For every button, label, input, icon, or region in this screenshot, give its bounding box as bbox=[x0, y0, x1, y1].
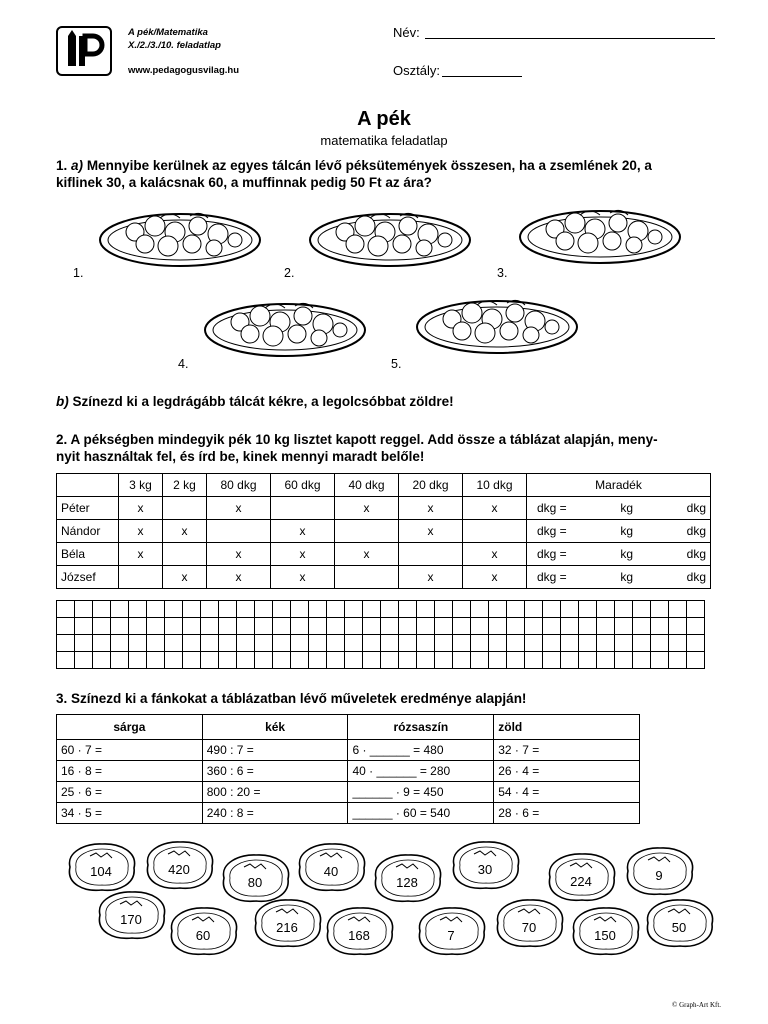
baker-name: Nándor bbox=[57, 520, 119, 543]
donut-number: 80 bbox=[247, 875, 263, 890]
grid-cell[interactable] bbox=[399, 601, 417, 618]
operation-cell: 25 · 6 = bbox=[57, 782, 203, 803]
grid-cell[interactable] bbox=[201, 635, 219, 652]
grid-cell[interactable] bbox=[417, 601, 435, 618]
baker-name: József bbox=[57, 566, 119, 589]
mark-cell: x bbox=[463, 497, 527, 520]
grid-cell[interactable] bbox=[399, 635, 417, 652]
grid-cell[interactable] bbox=[111, 618, 129, 635]
grid-cell[interactable] bbox=[597, 618, 615, 635]
mark-cell: x bbox=[463, 543, 527, 566]
table-row bbox=[57, 740, 640, 761]
name-label: Név: bbox=[393, 25, 420, 40]
grid-cell[interactable] bbox=[471, 601, 489, 618]
mark-cell bbox=[207, 520, 271, 543]
donut[interactable] bbox=[164, 904, 242, 958]
calculation-grid[interactable] bbox=[56, 600, 705, 669]
grid-cell[interactable] bbox=[435, 601, 453, 618]
grid-cell[interactable] bbox=[291, 618, 309, 635]
header-blue: kék bbox=[202, 715, 348, 740]
grid-cell[interactable] bbox=[219, 635, 237, 652]
grid-cell[interactable] bbox=[255, 652, 273, 669]
grid-cell[interactable] bbox=[129, 601, 147, 618]
grid-cell[interactable] bbox=[453, 635, 471, 652]
grid-cell[interactable] bbox=[57, 601, 75, 618]
operation-cell: 360 : 6 = bbox=[202, 761, 348, 782]
donut[interactable] bbox=[446, 838, 524, 892]
grid-cell[interactable] bbox=[543, 601, 561, 618]
donut[interactable] bbox=[62, 840, 140, 894]
header-subject: A pék/Matematika bbox=[128, 27, 208, 38]
header-green: zöld bbox=[494, 715, 640, 740]
grid-cell[interactable] bbox=[147, 635, 165, 652]
class-label: Osztály: bbox=[393, 63, 440, 78]
header-cell: 80 dkg bbox=[207, 474, 271, 497]
grid-cell[interactable] bbox=[633, 635, 651, 652]
donut-number: 40 bbox=[323, 864, 339, 879]
page-subtitle: matematika feladatlap bbox=[320, 133, 448, 148]
pencil-logo-icon bbox=[58, 28, 110, 74]
operation-cell: 28 · 6 = bbox=[494, 803, 640, 824]
grid-cell[interactable] bbox=[381, 635, 399, 652]
grid-cell[interactable] bbox=[75, 652, 93, 669]
donut[interactable] bbox=[92, 888, 170, 942]
grid-cell[interactable] bbox=[579, 618, 597, 635]
grid-cell[interactable] bbox=[471, 652, 489, 669]
grid-cell[interactable] bbox=[687, 601, 705, 618]
grid-cell[interactable] bbox=[687, 618, 705, 635]
operation-cell: 490 : 7 = bbox=[202, 740, 348, 761]
grid-cell[interactable] bbox=[255, 618, 273, 635]
class-line[interactable] bbox=[442, 76, 522, 77]
mark-cell bbox=[119, 566, 163, 589]
donut[interactable] bbox=[412, 904, 490, 958]
mark-cell: x bbox=[207, 497, 271, 520]
task2-line2: nyit használtak fel, és írd be, kinek mennyi maradt belőle! bbox=[56, 449, 425, 464]
donut[interactable] bbox=[292, 840, 370, 894]
table-row bbox=[57, 497, 711, 520]
mark-cell: x bbox=[119, 497, 163, 520]
grid-cell[interactable] bbox=[309, 652, 327, 669]
operation-cell[interactable]: ______ · 60 = 540 bbox=[348, 803, 494, 824]
grid-cell[interactable] bbox=[489, 618, 507, 635]
grid-cell[interactable] bbox=[363, 635, 381, 652]
mark-cell: x bbox=[335, 543, 399, 566]
grid-cell[interactable] bbox=[489, 652, 507, 669]
publisher-logo bbox=[56, 26, 112, 76]
grid-cell[interactable] bbox=[453, 652, 471, 669]
grid-cell[interactable] bbox=[543, 652, 561, 669]
remainder-cell[interactable]: dkg = kg dkg bbox=[527, 520, 711, 543]
flour-table bbox=[56, 473, 711, 589]
baker-name: Péter bbox=[57, 497, 119, 520]
grid-cell[interactable] bbox=[417, 635, 435, 652]
grid-cell[interactable] bbox=[543, 635, 561, 652]
platter-5[interactable] bbox=[417, 300, 577, 353]
grid-cell[interactable] bbox=[453, 618, 471, 635]
mark-cell bbox=[163, 543, 207, 566]
donut-number: 70 bbox=[521, 920, 537, 935]
grid-cell[interactable] bbox=[417, 618, 435, 635]
grid-cell[interactable] bbox=[327, 635, 345, 652]
mark-cell: x bbox=[163, 520, 207, 543]
grid-cell[interactable] bbox=[57, 652, 75, 669]
grid-cell[interactable] bbox=[453, 601, 471, 618]
grid-cell[interactable] bbox=[165, 601, 183, 618]
grid-cell[interactable] bbox=[669, 618, 687, 635]
grid-cell[interactable] bbox=[327, 652, 345, 669]
grid-cell[interactable] bbox=[561, 635, 579, 652]
grid-cell[interactable] bbox=[561, 652, 579, 669]
donut-number: 50 bbox=[671, 920, 687, 935]
header-cell: 60 dkg bbox=[271, 474, 335, 497]
grid-cell[interactable] bbox=[525, 635, 543, 652]
operation-cell[interactable]: 6 · ______ = 480 bbox=[348, 740, 494, 761]
platter-1[interactable] bbox=[100, 213, 260, 266]
grid-cell[interactable] bbox=[111, 601, 129, 618]
mark-cell: x bbox=[399, 497, 463, 520]
header-cell: 40 dkg bbox=[335, 474, 399, 497]
grid-cell[interactable] bbox=[525, 618, 543, 635]
grid-cell[interactable] bbox=[237, 652, 255, 669]
grid-cell[interactable] bbox=[597, 601, 615, 618]
task1-line1: 1. a) Mennyibe kerülnek az egyes tálcán lévő péksütemények összesen, ha a zsemlének 20, a bbox=[56, 158, 652, 173]
grid-cell[interactable] bbox=[111, 652, 129, 669]
grid-cell[interactable] bbox=[381, 601, 399, 618]
grid-cell[interactable] bbox=[93, 635, 111, 652]
grid-cell[interactable] bbox=[687, 635, 705, 652]
grid-cell[interactable] bbox=[273, 635, 291, 652]
table-row bbox=[57, 566, 711, 589]
donut[interactable] bbox=[140, 838, 218, 892]
grid-cell[interactable] bbox=[669, 601, 687, 618]
grid-cell[interactable] bbox=[201, 601, 219, 618]
grid-cell[interactable] bbox=[327, 618, 345, 635]
mark-cell: x bbox=[119, 520, 163, 543]
grid-cell[interactable] bbox=[579, 652, 597, 669]
header-cell: 20 dkg bbox=[399, 474, 463, 497]
grid-cell[interactable] bbox=[507, 635, 525, 652]
grid-cell[interactable] bbox=[291, 601, 309, 618]
operation-cell: 32 · 7 = bbox=[494, 740, 640, 761]
donut-number: 170 bbox=[120, 912, 142, 927]
grid-cell[interactable] bbox=[183, 652, 201, 669]
grid-cell[interactable] bbox=[201, 618, 219, 635]
platter-label-2: 2. bbox=[284, 266, 295, 280]
donut[interactable] bbox=[368, 851, 446, 905]
grid-cell[interactable] bbox=[435, 652, 453, 669]
grid-cell[interactable] bbox=[147, 601, 165, 618]
grid-cell[interactable] bbox=[219, 652, 237, 669]
header-cell: Maradék bbox=[527, 474, 711, 497]
donut-number: 60 bbox=[195, 928, 211, 943]
platter-4[interactable] bbox=[205, 303, 365, 356]
grid-cell[interactable] bbox=[507, 601, 525, 618]
operation-cell: 26 · 4 = bbox=[494, 761, 640, 782]
mark-cell bbox=[399, 543, 463, 566]
copyright: © Graph-Art Kft. bbox=[672, 1001, 722, 1009]
header-cell bbox=[57, 474, 119, 497]
donut[interactable] bbox=[248, 896, 326, 950]
grid-cell[interactable] bbox=[489, 601, 507, 618]
grid-cell[interactable] bbox=[381, 652, 399, 669]
donut-number: 104 bbox=[90, 864, 112, 879]
grid-cell[interactable] bbox=[579, 601, 597, 618]
mark-cell: x bbox=[399, 566, 463, 589]
baker-name: Béla bbox=[57, 543, 119, 566]
grid-cell[interactable] bbox=[579, 635, 597, 652]
grid-cell[interactable] bbox=[129, 652, 147, 669]
grid-cell[interactable] bbox=[435, 635, 453, 652]
grid-cell[interactable] bbox=[57, 635, 75, 652]
remainder-cell[interactable]: dkg = kg dkg bbox=[527, 497, 711, 520]
operation-cell: 16 · 8 = bbox=[57, 761, 203, 782]
donut-number: 30 bbox=[477, 862, 493, 877]
grid-cell[interactable] bbox=[651, 601, 669, 618]
name-line[interactable] bbox=[425, 38, 715, 39]
table-row bbox=[57, 543, 711, 566]
grid-cell[interactable] bbox=[327, 601, 345, 618]
grid-cell[interactable] bbox=[669, 652, 687, 669]
donut[interactable] bbox=[320, 904, 398, 958]
donut-number: 9 bbox=[655, 868, 663, 883]
grid-cell[interactable] bbox=[399, 652, 417, 669]
table-row bbox=[57, 782, 640, 803]
mark-cell: x bbox=[399, 520, 463, 543]
grid-cell[interactable] bbox=[309, 601, 327, 618]
operation-cell[interactable]: ______ · 9 = 450 bbox=[348, 782, 494, 803]
grid-cell[interactable] bbox=[651, 618, 669, 635]
header-cell: 2 kg bbox=[163, 474, 207, 497]
grid-cell[interactable] bbox=[75, 635, 93, 652]
grid-cell[interactable] bbox=[345, 618, 363, 635]
grid-cell[interactable] bbox=[75, 601, 93, 618]
grid-cell[interactable] bbox=[363, 652, 381, 669]
grid-cell[interactable] bbox=[165, 635, 183, 652]
grid-cell[interactable] bbox=[183, 601, 201, 618]
grid-cell[interactable] bbox=[75, 618, 93, 635]
grid-cell[interactable] bbox=[633, 601, 651, 618]
header-pink: rózsaszín bbox=[348, 715, 494, 740]
grid-cell[interactable] bbox=[219, 618, 237, 635]
grid-cell[interactable] bbox=[363, 618, 381, 635]
mark-cell: x bbox=[163, 566, 207, 589]
operation-cell: 54 · 4 = bbox=[494, 782, 640, 803]
platter-label-4: 4. bbox=[178, 357, 189, 371]
grid-cell[interactable] bbox=[561, 618, 579, 635]
operation-cell: 240 : 8 = bbox=[202, 803, 348, 824]
donut-number: 224 bbox=[570, 874, 592, 889]
grid-cell[interactable] bbox=[201, 652, 219, 669]
grid-cell[interactable] bbox=[273, 652, 291, 669]
grid-cell[interactable] bbox=[237, 635, 255, 652]
grid-cell[interactable] bbox=[255, 635, 273, 652]
grid-cell[interactable] bbox=[489, 635, 507, 652]
header-cell: 3 kg bbox=[119, 474, 163, 497]
grid-cell[interactable] bbox=[525, 601, 543, 618]
grid-cell[interactable] bbox=[399, 618, 417, 635]
grid-cell[interactable] bbox=[165, 652, 183, 669]
operation-cell: 34 · 5 = bbox=[57, 803, 203, 824]
donut[interactable] bbox=[566, 904, 644, 958]
grid-cell[interactable] bbox=[111, 635, 129, 652]
grid-cell[interactable] bbox=[273, 618, 291, 635]
grid-cell[interactable] bbox=[345, 635, 363, 652]
operation-cell[interactable]: 40 · ______ = 280 bbox=[348, 761, 494, 782]
header-yellow: sárga bbox=[57, 715, 203, 740]
grid-cell[interactable] bbox=[525, 652, 543, 669]
grid-cell[interactable] bbox=[615, 618, 633, 635]
donut-number: 216 bbox=[276, 920, 298, 935]
grid-cell[interactable] bbox=[309, 618, 327, 635]
grid-cell[interactable] bbox=[129, 635, 147, 652]
task1-part-b: b) Színezd ki a legdrágább tálcát kékre, a legolcsóbbat zöldre! bbox=[56, 394, 454, 409]
grid-cell[interactable] bbox=[435, 618, 453, 635]
grid-cell[interactable] bbox=[615, 601, 633, 618]
mark-cell: x bbox=[271, 566, 335, 589]
grid-cell[interactable] bbox=[255, 601, 273, 618]
grid-cell[interactable] bbox=[345, 652, 363, 669]
donut[interactable] bbox=[620, 844, 698, 898]
remainder-cell[interactable]: dkg = kg dkg bbox=[527, 543, 711, 566]
grid-cell[interactable] bbox=[615, 635, 633, 652]
task2-line1: 2. A pékségben mindegyik pék 10 kg lisztet kapott reggel. Add össze a táblázat alapján, meny- bbox=[56, 432, 658, 447]
mark-cell: x bbox=[119, 543, 163, 566]
grid-cell[interactable] bbox=[651, 635, 669, 652]
donut-operations-table bbox=[56, 714, 640, 824]
donut-table-header bbox=[57, 715, 640, 740]
flour-table-header bbox=[57, 474, 711, 497]
mark-cell bbox=[463, 520, 527, 543]
grid-cell[interactable] bbox=[129, 618, 147, 635]
mark-cell: x bbox=[207, 543, 271, 566]
mark-cell bbox=[163, 497, 207, 520]
operation-cell: 800 : 20 = bbox=[202, 782, 348, 803]
platter-label-1: 1. bbox=[73, 266, 84, 280]
grid-cell[interactable] bbox=[687, 652, 705, 669]
task3-text: 3. Színezd ki a fánkokat a táblázatban lévő műveletek eredménye alapján! bbox=[56, 691, 527, 706]
table-row bbox=[57, 803, 640, 824]
grid-cell[interactable] bbox=[237, 601, 255, 618]
table-row bbox=[57, 761, 640, 782]
donut-number: 7 bbox=[447, 928, 455, 943]
donut-number: 128 bbox=[396, 875, 418, 890]
operation-cell: 60 · 7 = bbox=[57, 740, 203, 761]
platter-label-3: 3. bbox=[497, 266, 508, 280]
grid-cell[interactable] bbox=[615, 652, 633, 669]
mark-cell: x bbox=[463, 566, 527, 589]
header-cell: 10 dkg bbox=[463, 474, 527, 497]
grid-cell[interactable] bbox=[309, 635, 327, 652]
grid-cell[interactable] bbox=[147, 618, 165, 635]
page-title: A pék bbox=[357, 108, 411, 130]
donut[interactable] bbox=[640, 896, 718, 950]
grid-cell[interactable] bbox=[417, 652, 435, 669]
pastry-platters-illustration bbox=[0, 195, 768, 375]
grid-cell[interactable] bbox=[93, 652, 111, 669]
grid-cell[interactable] bbox=[471, 635, 489, 652]
grid-cell[interactable] bbox=[93, 618, 111, 635]
remainder-cell[interactable]: dkg = kg dkg bbox=[527, 566, 711, 589]
table-row bbox=[57, 520, 711, 543]
grid-cell[interactable] bbox=[507, 652, 525, 669]
header-sheet-id: X./2./3./10. feladatlap bbox=[128, 40, 221, 51]
grid-cell[interactable] bbox=[183, 635, 201, 652]
grid-cell[interactable] bbox=[651, 652, 669, 669]
grid-cell[interactable] bbox=[147, 652, 165, 669]
grid-cell[interactable] bbox=[471, 618, 489, 635]
platter-label-5: 5. bbox=[391, 357, 402, 371]
grid-cell[interactable] bbox=[597, 635, 615, 652]
grid-cell[interactable] bbox=[273, 601, 291, 618]
mark-cell: x bbox=[335, 497, 399, 520]
mark-cell bbox=[335, 566, 399, 589]
grid-cell[interactable] bbox=[93, 601, 111, 618]
grid-cell[interactable] bbox=[219, 601, 237, 618]
platter-3[interactable] bbox=[520, 210, 680, 263]
donut-number: 420 bbox=[168, 862, 190, 877]
grid-cell[interactable] bbox=[183, 618, 201, 635]
grid-cell[interactable] bbox=[165, 618, 183, 635]
donut[interactable] bbox=[490, 896, 568, 950]
mark-cell: x bbox=[271, 543, 335, 566]
task1-line2: kiflinek 30, a kalácsnak 60, a muffinnak pedig 50 Ft az ára? bbox=[56, 175, 432, 190]
grid-cell[interactable] bbox=[291, 635, 309, 652]
grid-cell[interactable] bbox=[543, 618, 561, 635]
grid-cell[interactable] bbox=[57, 618, 75, 635]
platter-2[interactable] bbox=[310, 213, 470, 266]
grid-cell[interactable] bbox=[633, 618, 651, 635]
grid-cell[interactable] bbox=[507, 618, 525, 635]
mark-cell bbox=[335, 520, 399, 543]
donut-number: 168 bbox=[348, 928, 370, 943]
mark-cell: x bbox=[207, 566, 271, 589]
mark-cell: x bbox=[271, 520, 335, 543]
grid-cell[interactable] bbox=[291, 652, 309, 669]
grid-cell[interactable] bbox=[669, 635, 687, 652]
grid-cell[interactable] bbox=[237, 618, 255, 635]
grid-cell[interactable] bbox=[633, 652, 651, 669]
donut-number: 150 bbox=[594, 928, 616, 943]
grid-cell[interactable] bbox=[345, 601, 363, 618]
grid-cell[interactable] bbox=[381, 618, 399, 635]
header-url[interactable]: www.pedagogusvilag.hu bbox=[128, 65, 240, 76]
mark-cell bbox=[271, 497, 335, 520]
grid-cell[interactable] bbox=[561, 601, 579, 618]
grid-cell[interactable] bbox=[597, 652, 615, 669]
grid-cell[interactable] bbox=[363, 601, 381, 618]
